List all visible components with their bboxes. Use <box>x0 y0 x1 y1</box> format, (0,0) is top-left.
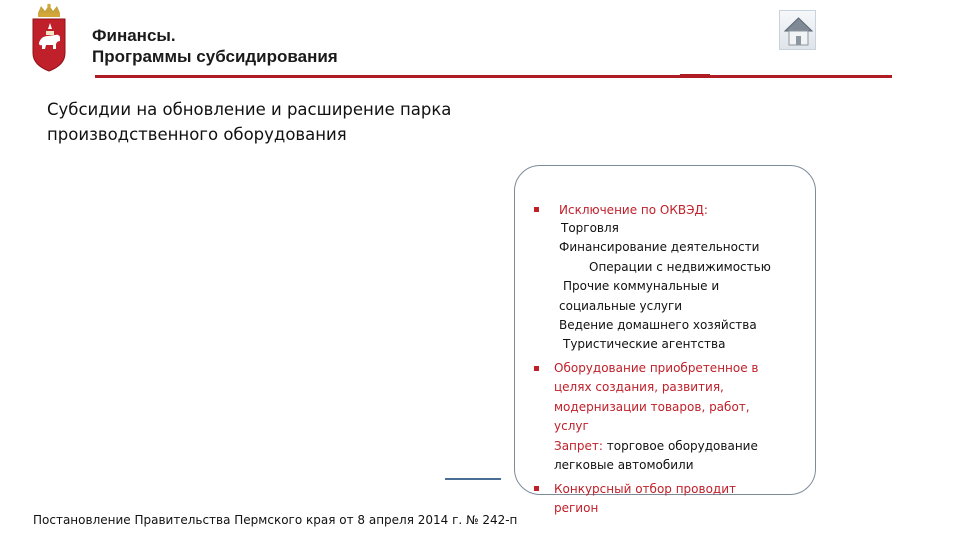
equipment-text: услуг <box>554 419 589 433</box>
exclusion-item: Операции с недвижимостью <box>589 260 771 274</box>
slide-title-line1: Субсидии на обновление и расширение парка <box>47 100 452 119</box>
home-button[interactable] <box>779 10 816 50</box>
ban-label: Запрет: <box>554 439 603 453</box>
bullet-icon <box>534 366 539 371</box>
footer-reference: Постановление Правительства Пермского края от 8 апреля 2014 г. № 242-п <box>33 513 518 527</box>
exclusion-heading: Исключение по ОКВЭД: <box>559 203 708 217</box>
exclusion-item: Прочие коммунальные и <box>563 279 720 293</box>
bullet-icon <box>534 486 539 491</box>
exclusion-item: социальные услуги <box>559 299 683 313</box>
exclusion-item: Торговля <box>561 221 619 235</box>
perm-krai-coat-of-arms-icon <box>29 3 69 73</box>
bullet-icon <box>534 207 539 212</box>
header-title-line2: Программы субсидирования <box>92 47 338 66</box>
competition-text: Конкурсный отбор проводит <box>554 482 737 496</box>
equipment-text: модернизации товаров, работ, <box>554 400 750 414</box>
slide-title-line2: производственного оборудования <box>47 125 347 144</box>
decorative-line <box>445 478 501 480</box>
header-divider <box>95 75 892 78</box>
header-title <box>92 25 338 67</box>
equipment-text: целях создания, развития, <box>554 380 724 394</box>
exclusion-item: Финансирование деятельности <box>559 240 760 254</box>
competition-text: регион <box>554 501 599 515</box>
ban-text-line2: легковые автомобили <box>554 458 694 472</box>
ban-line <box>554 437 758 457</box>
ban-text: торговое оборудование <box>602 439 758 453</box>
exclusion-item: Туристические агентства <box>563 337 726 351</box>
equipment-text: Оборудование приобретенное в <box>554 361 759 375</box>
header-title-line1: Финансы. <box>92 26 176 45</box>
exclusion-item: Ведение домашнего хозяйства <box>559 318 757 332</box>
home-icon <box>780 11 817 51</box>
header-divider-accent <box>680 74 710 78</box>
slide-title <box>47 97 451 147</box>
